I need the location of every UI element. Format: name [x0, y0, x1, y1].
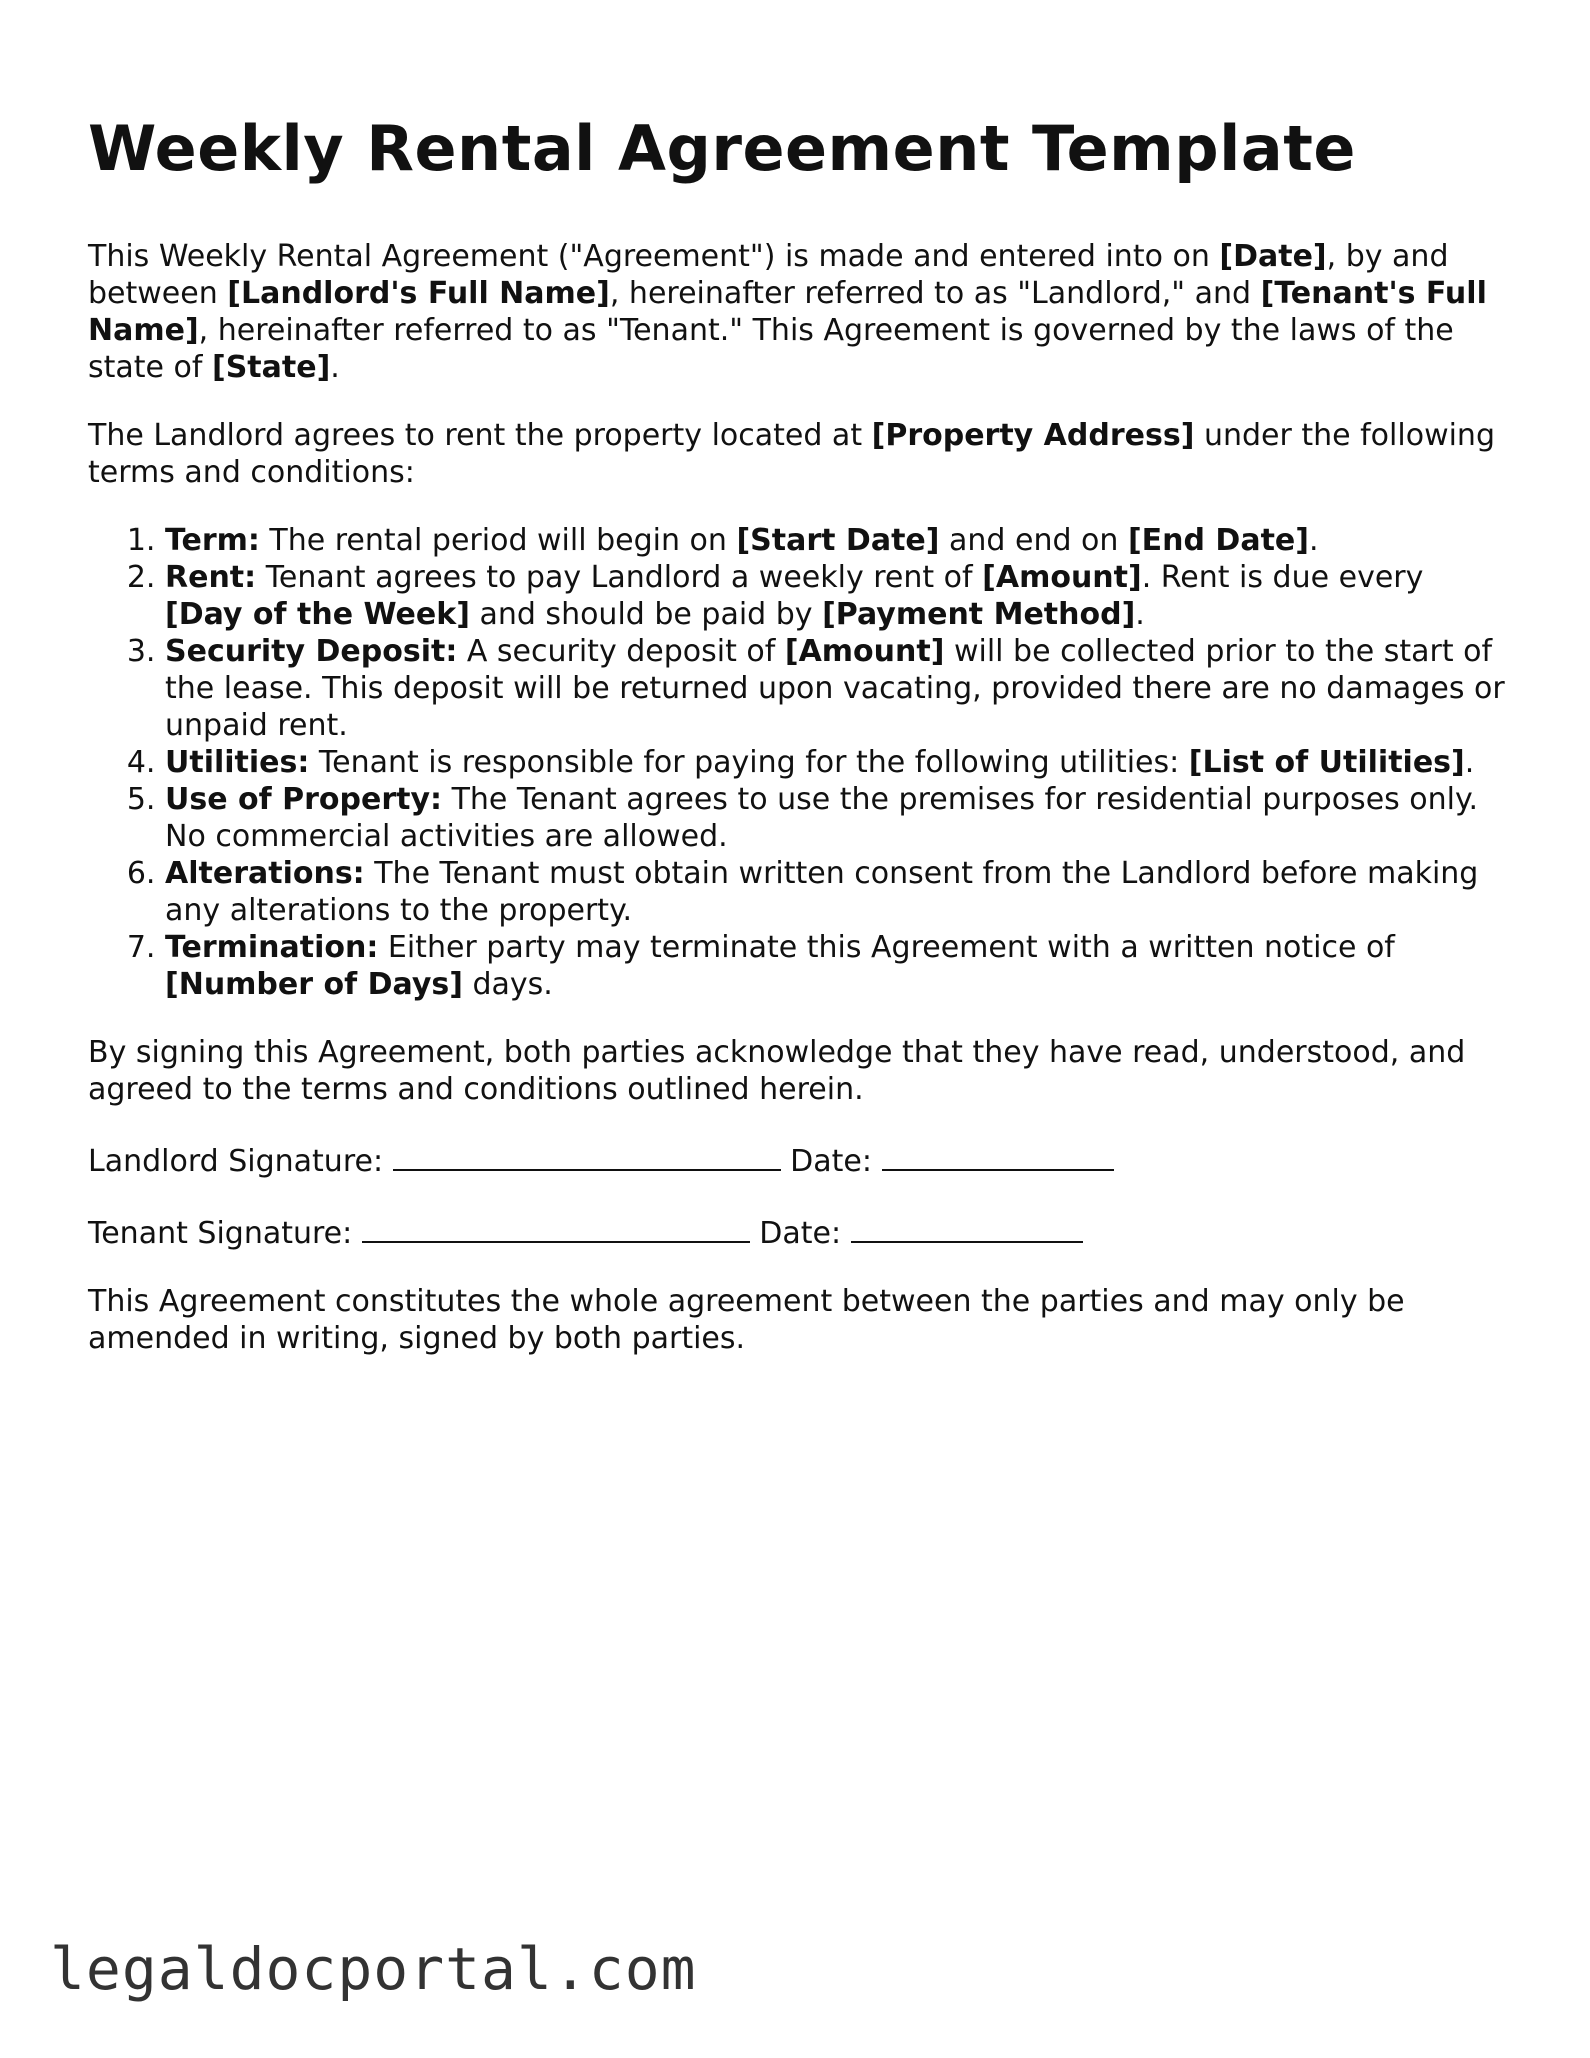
field-start-date: [Start Date]: [736, 523, 940, 558]
intro-paragraph: [88, 238, 1508, 386]
term-item-rent: [165, 559, 1508, 633]
intro-text: , hereinafter referred to as "Landlord," and: [609, 276, 1261, 311]
tenant-signature-line[interactable]: [362, 1211, 750, 1243]
field-payment-method: [Payment Method]: [822, 597, 1136, 632]
term-label: Term:: [165, 523, 260, 558]
term-text: .: [1464, 745, 1475, 780]
term-text: and end on: [939, 523, 1128, 558]
term-item-use-of-property: [165, 781, 1508, 855]
date-label: Date:: [749, 1216, 851, 1251]
field-end-date: [End Date]: [1127, 523, 1309, 558]
field-date: [Date]: [1219, 239, 1327, 274]
intro-text: , by and between: [88, 239, 1449, 311]
landlord-signature-line[interactable]: [393, 1139, 781, 1171]
term-text: Tenant agrees to pay Landlord a weekly rent of: [256, 560, 983, 595]
field-utilities-list: [List of Utilities]: [1188, 745, 1465, 780]
intro-text: .: [330, 350, 340, 385]
term-text: The Tenant must obtain written consent from the Landlord before making any alterations to the property.: [165, 856, 1479, 928]
field-property-address: [Property Address]: [871, 418, 1195, 453]
landlord-signature-row: [88, 1139, 1508, 1180]
term-text: .: [1135, 597, 1145, 632]
term-label: Alterations:: [165, 856, 365, 891]
term-text: The rental period will begin on: [259, 523, 737, 558]
term-text: Tenant is responsible for paying for the following utilities:: [309, 745, 1189, 780]
field-day-of-week: [Day of the Week]: [165, 597, 470, 632]
term-text: Either party may terminate this Agreement with a written notice of: [378, 930, 1395, 965]
term-text: and should be paid by: [469, 597, 823, 632]
closing-paragraph: This Agreement constitutes the whole agreement between the parties and may only be amended in writing, signed by both parties.: [88, 1284, 1405, 1356]
term-label: Rent:: [165, 560, 257, 595]
property-text: The Landlord agrees to rent the property located at: [88, 418, 872, 453]
landlord-signature-label: Landlord Signature:: [88, 1144, 393, 1179]
acknowledgement-paragraph: By signing this Agreement, both parties acknowledge that they have read, understood, and agreed to the terms and conditions outlined herein.: [88, 1035, 1466, 1107]
term-item-utilities: [165, 744, 1508, 781]
field-state: [State]: [211, 350, 331, 385]
tenant-signature-row: [88, 1211, 1508, 1252]
watermark-text: legaldocportal.com: [50, 1935, 697, 2003]
term-text: days.: [462, 967, 553, 1002]
terms-list: [88, 522, 1508, 1003]
term-label: Use of Property:: [165, 782, 443, 817]
term-text: . Rent is due every: [1141, 560, 1424, 595]
term-item-termination: [165, 929, 1508, 1003]
field-amount: [Amount]: [982, 560, 1142, 595]
intro-text: , hereinafter referred to as "Tenant." This Agreement is governed by the laws of the state of: [88, 313, 1454, 385]
term-text: .: [1308, 523, 1319, 558]
field-number-of-days: [Number of Days]: [165, 967, 463, 1002]
term-item-term: [165, 522, 1508, 559]
term-label: Security Deposit:: [165, 634, 458, 669]
property-text: under the following terms and conditions:: [88, 418, 1495, 490]
term-text: The Tenant agrees to use the premises for residential purposes only. No commercial activities are allowed.: [165, 782, 1479, 854]
tenant-date-line[interactable]: [851, 1211, 1083, 1243]
term-label: Utilities:: [165, 745, 310, 780]
term-text: will be collected prior to the start of the lease. This deposit will be returned upon vacating, provided there are no damages or unpaid rent.: [165, 634, 1505, 743]
field-landlord-name: [Landlord's Full Name]: [227, 276, 610, 311]
tenant-signature-label: Tenant Signature:: [88, 1216, 362, 1251]
property-paragraph: [88, 417, 1508, 491]
term-item-security-deposit: [165, 633, 1508, 744]
landlord-date-line[interactable]: [882, 1139, 1114, 1171]
term-text: A security deposit of: [457, 634, 785, 669]
document-title: Weekly Rental Agreement Template: [88, 112, 1356, 185]
term-item-alterations: [165, 855, 1508, 929]
document-page: [88, 104, 1508, 1388]
intro-text: This Weekly Rental Agreement ("Agreement") is made and entered into on: [88, 239, 1220, 274]
date-label: Date:: [780, 1144, 882, 1179]
term-label: Termination:: [165, 930, 379, 965]
field-tenant-name: [Tenant's Full Name]: [88, 276, 1487, 348]
field-deposit-amount: [Amount]: [784, 634, 945, 669]
